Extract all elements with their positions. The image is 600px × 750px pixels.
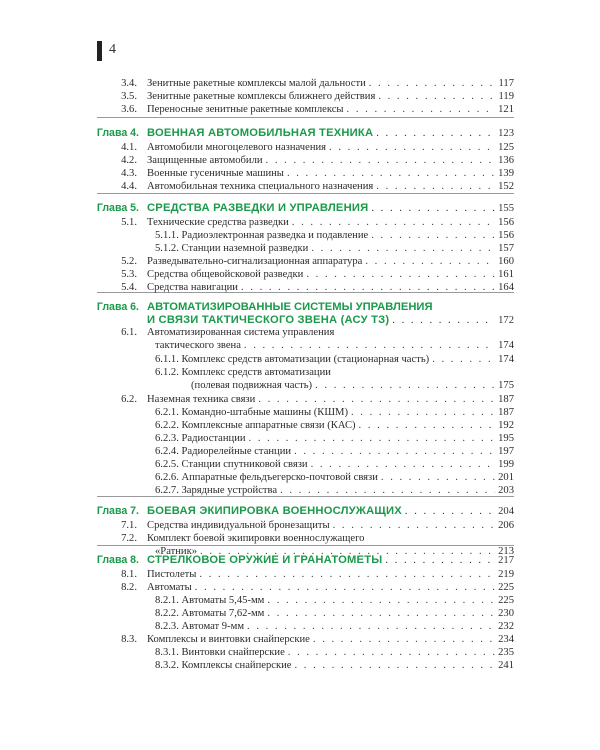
page-ref: 187 [498,407,514,418]
page-number: 4 [109,42,116,57]
page-ref: 195 [498,433,514,444]
leader-dots [313,634,495,646]
entry-title: Зенитные ракетные комплексы ближнего действия [147,91,376,102]
subsection-entry [155,621,514,633]
leader-dots [371,203,495,215]
entry-title: 5.1.2. Станции наземной разведки [155,243,309,254]
entry-title: «Ратник» [155,546,198,557]
page-ref: 156 [498,230,514,241]
chapter-entry [147,314,514,326]
page-ref: 123 [498,128,514,139]
entry-title: Автомобили многоцелевого назначения [147,142,327,153]
leader-dots [294,446,495,458]
section-entry [147,91,514,103]
chapter-number: Глава 6. [96,301,139,313]
page-ref: 155 [498,203,514,214]
chapter-entry [147,127,514,139]
section-number: 5.2. [121,256,137,267]
entry-title: Средства индивидуальной бронезащиты [147,520,330,531]
entry-title: 6.2.1. Командно-штабные машины (КШМ) [155,407,348,418]
page-ref: 217 [498,555,514,566]
page-ref: 235 [498,647,514,658]
leader-dots [432,354,495,366]
entry-title: 6.2.3. Радиостанции [155,433,246,444]
section-entry [147,142,514,154]
page-ref: 160 [498,256,514,267]
section-entry [147,256,514,268]
leader-dots [369,78,496,90]
leader-dots [381,472,495,484]
entry-title: 6.2.4. Радиорелейные станции [155,446,292,457]
leader-dots [267,608,495,620]
entry-title: Зенитные ракетные комплексы малой дальности [147,78,366,89]
page-ref: 119 [498,91,514,102]
section-number: 5.3. [121,269,137,280]
chapter-entry [147,202,514,214]
leader-dots [199,569,495,581]
entry-title: И СВЯЗИ ТАКТИЧЕСКОГО ЗВЕНА (АСУ ТЗ) [147,314,390,326]
section-entry [147,104,514,116]
section-number: 8.3. [121,634,137,645]
entry-title: 5.1.1. Радиоэлектронная разведка и подавление [155,230,369,241]
page-ref: 152 [498,181,514,192]
entry-title: Военные гусеничные машины [147,168,284,179]
entry-title: Технические средства разведки [147,217,289,228]
section-number: 4.4. [121,181,137,192]
section-number: 8.1. [121,569,137,580]
subsection-entry [191,380,514,392]
subsection-entry [155,230,514,242]
chapter-number: Глава 5. [96,202,139,214]
page-ref: 156 [498,217,514,228]
entry-title: (полевая подвижная часть) [191,380,313,391]
entry-title: тактического звена [155,340,241,351]
leader-dots [306,269,495,281]
chapter-entry [147,505,514,517]
entry-title: 8.2.2. Автоматы 7,62-мм [155,608,265,619]
subsection-entry [155,660,514,672]
section-number: 3.6. [121,104,137,115]
leader-dots [351,407,495,419]
entry-title: Автомобильная техника специального назначения [147,181,374,192]
page-ref: 121 [498,104,514,115]
section-entry [147,78,514,90]
subsection-entry [155,420,514,432]
leader-dots [315,380,495,392]
section-number: 7.2. [121,533,137,544]
section-entry [147,181,514,193]
subsection-entry [155,354,514,366]
section-entry [147,582,514,594]
entry-title-line1: Автоматизированная система управления [147,327,335,338]
section-entry [147,217,514,229]
page-ref: 204 [498,506,514,517]
subsection-entry [155,459,514,471]
page-ref: 172 [498,315,514,326]
section-number: 4.1. [121,142,137,153]
page-ref: 206 [498,520,514,531]
entry-title: ВОЕННАЯ АВТОМОБИЛЬНАЯ ТЕХНИКА [147,127,374,139]
page-ref: 175 [498,380,514,391]
entry-title-line1: АВТОМАТИЗИРОВАННЫЕ СИСТЕМЫ УПРАВЛЕНИЯ [147,301,433,313]
section-entry [147,569,514,581]
page-ref: 174 [498,340,514,351]
entry-title: Средства навигации [147,282,238,293]
entry-title: 8.3.2. Комплексы снайперские [155,660,292,671]
section-entry [147,394,514,406]
leader-dots [241,282,495,294]
section-number: 6.1. [121,327,137,338]
page-ref: 187 [498,394,514,405]
entry-title: Разведывательно-сигнализационная аппаратура [147,256,363,267]
leader-dots [266,155,496,167]
leader-dots [405,506,495,518]
leader-dots [329,142,495,154]
leader-dots [347,104,496,116]
entry-title: Автоматы [147,582,192,593]
chapter-number: Глава 4. [96,127,139,139]
leader-dots [249,433,496,445]
leader-dots [371,230,495,242]
leader-dots [195,582,495,594]
leader-dots [267,595,495,607]
leader-dots [287,168,495,180]
section-number: 4.2. [121,155,137,166]
subsection-entry [155,407,514,419]
page-ref: 136 [498,155,514,166]
leader-dots [311,243,495,255]
entry-title-line1: 6.1.2. Комплекс средств автоматизации [155,367,331,378]
section-number: 4.3. [121,168,137,179]
section-entry [147,520,514,532]
leader-dots [392,315,495,327]
leader-dots [288,647,495,659]
leader-dots [258,394,495,406]
page-ref: 234 [498,634,514,645]
entry-title: 8.2.3. Автомат 9-мм [155,621,245,632]
page-ref: 174 [498,354,514,365]
page-ref: 213 [498,546,514,557]
entry-title: Комплексы и винтовки снайперские [147,634,310,645]
entry-title: 6.2.6. Аппаратные фельдъегерско-почтовой связи [155,472,378,483]
leader-dots [311,459,496,471]
entry-title: 6.2.2. Комплексные аппаратные связи (КАС) [155,420,356,431]
page-ref: 117 [498,78,514,89]
section-entry [147,168,514,180]
entry-title: СРЕДСТВА РАЗВЕДКИ И УПРАВЛЕНИЯ [147,202,369,214]
chapter-number: Глава 8. [96,554,139,566]
page-ref: 161 [498,269,514,280]
entry-title: 8.2.1. Автоматы 5,45-мм [155,595,265,606]
leader-dots [333,520,495,532]
section-number: 3.5. [121,91,137,102]
leader-dots [294,660,495,672]
section-entry [147,269,514,281]
leader-dots [244,340,495,352]
section-entry [155,340,514,352]
section-divider [97,193,514,194]
leader-dots [378,91,495,103]
page-ref: 192 [498,420,514,431]
entry-title: Средства общевойсковой разведки [147,269,304,280]
leader-dots [359,420,496,432]
page-ref: 139 [498,168,514,179]
subsection-entry [155,446,514,458]
chapter-number: Глава 7. [96,505,139,517]
page-ref: 197 [498,446,514,457]
section-entry [147,155,514,167]
leader-dots [247,621,495,633]
section-divider [97,117,514,118]
section-number: 8.2. [121,582,137,593]
subsection-entry [155,595,514,607]
leader-dots [292,217,495,229]
page-ref: 203 [498,485,514,496]
subsection-entry [155,647,514,659]
entry-title: 8.3.1. Винтовки снайперские [155,647,285,658]
page-ref: 230 [498,608,514,619]
page-ref: 125 [498,142,514,153]
subsection-entry [155,608,514,620]
page-ref: 219 [498,569,514,580]
entry-title: 6.2.7. Зарядные устройства [155,485,278,496]
section-number: 5.1. [121,217,137,228]
entry-title: 6.2.5. Станции спутниковой связи [155,459,308,470]
page-ref: 164 [498,282,514,293]
subsection-entry [155,472,514,484]
section-entry [147,634,514,646]
section-number: 5.4. [121,282,137,293]
leader-dots [376,181,495,193]
page-ref: 225 [498,595,514,606]
section-number: 3.4. [121,78,137,89]
page-ref: 199 [498,459,514,470]
section-number: 6.2. [121,394,137,405]
entry-title: Переносные зенитные ракетные комплексы [147,104,344,115]
page-ref: 232 [498,621,514,632]
section-entry [147,282,514,294]
page-ref: 201 [498,472,514,483]
leader-dots [385,555,495,567]
chapter-entry [147,554,514,566]
header-bar [97,41,102,61]
subsection-entry [155,485,514,497]
page-ref: 241 [498,660,514,671]
leader-dots [280,485,495,497]
page-ref: 157 [498,243,514,254]
entry-title: Пистолеты [147,569,197,580]
entry-title: БОЕВАЯ ЭКИПИРОВКА ВОЕННОСЛУЖАЩИХ [147,505,402,517]
leader-dots [376,128,495,140]
page-ref: 225 [498,582,514,593]
entry-title: 6.1.1. Комплекс средств автоматизации (стационарная часть) [155,354,430,365]
subsection-entry [155,243,514,255]
entry-title: Наземная техника связи [147,394,256,405]
entry-title: Защищенные автомобили [147,155,263,166]
leader-dots [365,256,495,268]
section-number: 7.1. [121,520,137,531]
subsection-entry [155,433,514,445]
entry-title-line1: Комплект боевой экипировки военнослужащего [147,533,365,544]
entry-title: СТРЕЛКОВОЕ ОРУЖИЕ И ГРАНАТОМЕТЫ [147,554,383,566]
